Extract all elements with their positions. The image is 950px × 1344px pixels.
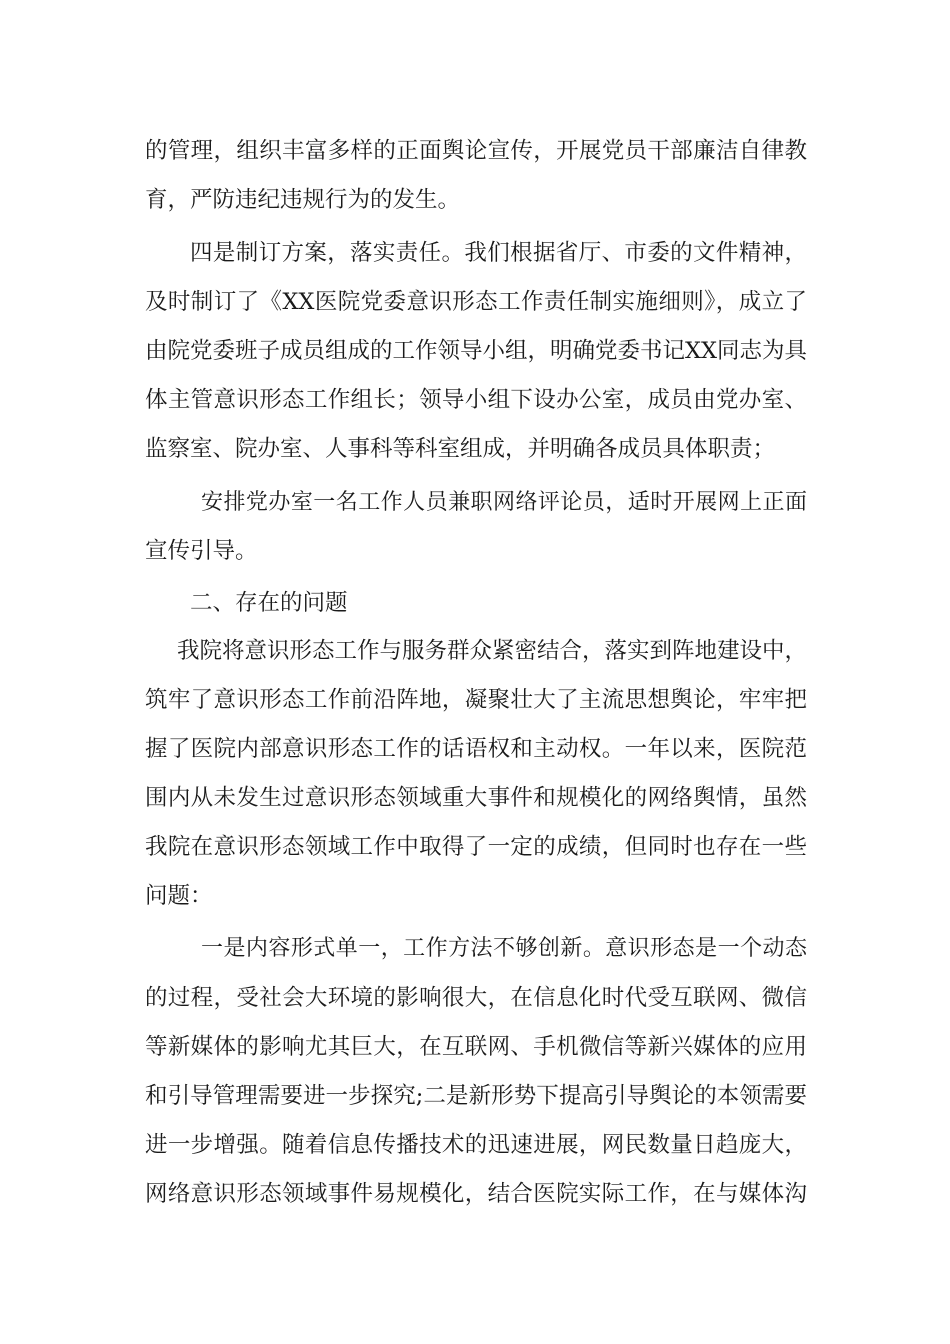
text-line: 的过程，受社会大环境的影响很大，在信息化时代受互联网、微信: [145, 985, 807, 1011]
text-line: 我院在意识形态领域工作中取得了一定的成绩，但同时也存在一些: [145, 834, 807, 860]
text-line: 安排党办室一名工作人员兼职网络评论员，适时开展网上正面: [201, 490, 807, 515]
text-line: 我院将意识形态工作与服务群众紧密结合，落实到阵地建设中，: [177, 638, 807, 664]
text-line: 宣传引导。: [145, 538, 258, 564]
text-line: 由院党委班子成员组成的工作领导小组，明确党委书记XX同志为具: [145, 338, 807, 364]
text-line: 筑牢了意识形态工作前沿阵地，凝聚壮大了主流思想舆论，牢牢把: [145, 687, 807, 713]
text-line: 握了医院内部意识形态工作的话语权和主动权。一年以来，医院范: [145, 736, 807, 762]
text-line: 等新媒体的影响尤其巨大，在互联网、手机微信等新兴媒体的应用: [145, 1034, 807, 1060]
text-line: 监察室、院办室、人事科等科室组成，并明确各成员具体职责；: [145, 436, 776, 462]
text-line: 围内从未发生过意识形态领域重大事件和规模化的网络舆情，虽然: [145, 785, 807, 811]
text-line: 育，严防违纪违规行为的发生。: [145, 187, 461, 213]
text-line: 一是内容形式单一，工作方法不够创新。意识形态是一个动态: [201, 936, 807, 961]
text-line: 网络意识形态领域事件易规模化，结合医院实际工作，在与媒体沟: [145, 1181, 807, 1207]
text-line: 体主管意识形态工作组长；领导小组下设办公室，成员由党办室、: [145, 387, 807, 413]
text-line: 的管理，组织丰富多样的正面舆论宣传，开展党员干部廉洁自律教: [145, 138, 807, 164]
text-line: 进一步增强。随着信息传播技术的迅速进展，网民数量日趋庞大，: [145, 1132, 807, 1158]
text-line: 问题：: [145, 883, 213, 909]
text-line: 四是制订方案，落实责任。我们根据省厅、市委的文件精神，: [190, 240, 807, 266]
text-line: 及时制订了《XX医院党委意识形态工作责任制实施细则》，成立了: [145, 289, 807, 315]
section-heading: 二、存在的问题: [190, 590, 348, 616]
text-line: 和引导管理需要进一步探究;二是新形势下提高引导舆论的本领需要: [145, 1083, 807, 1109]
